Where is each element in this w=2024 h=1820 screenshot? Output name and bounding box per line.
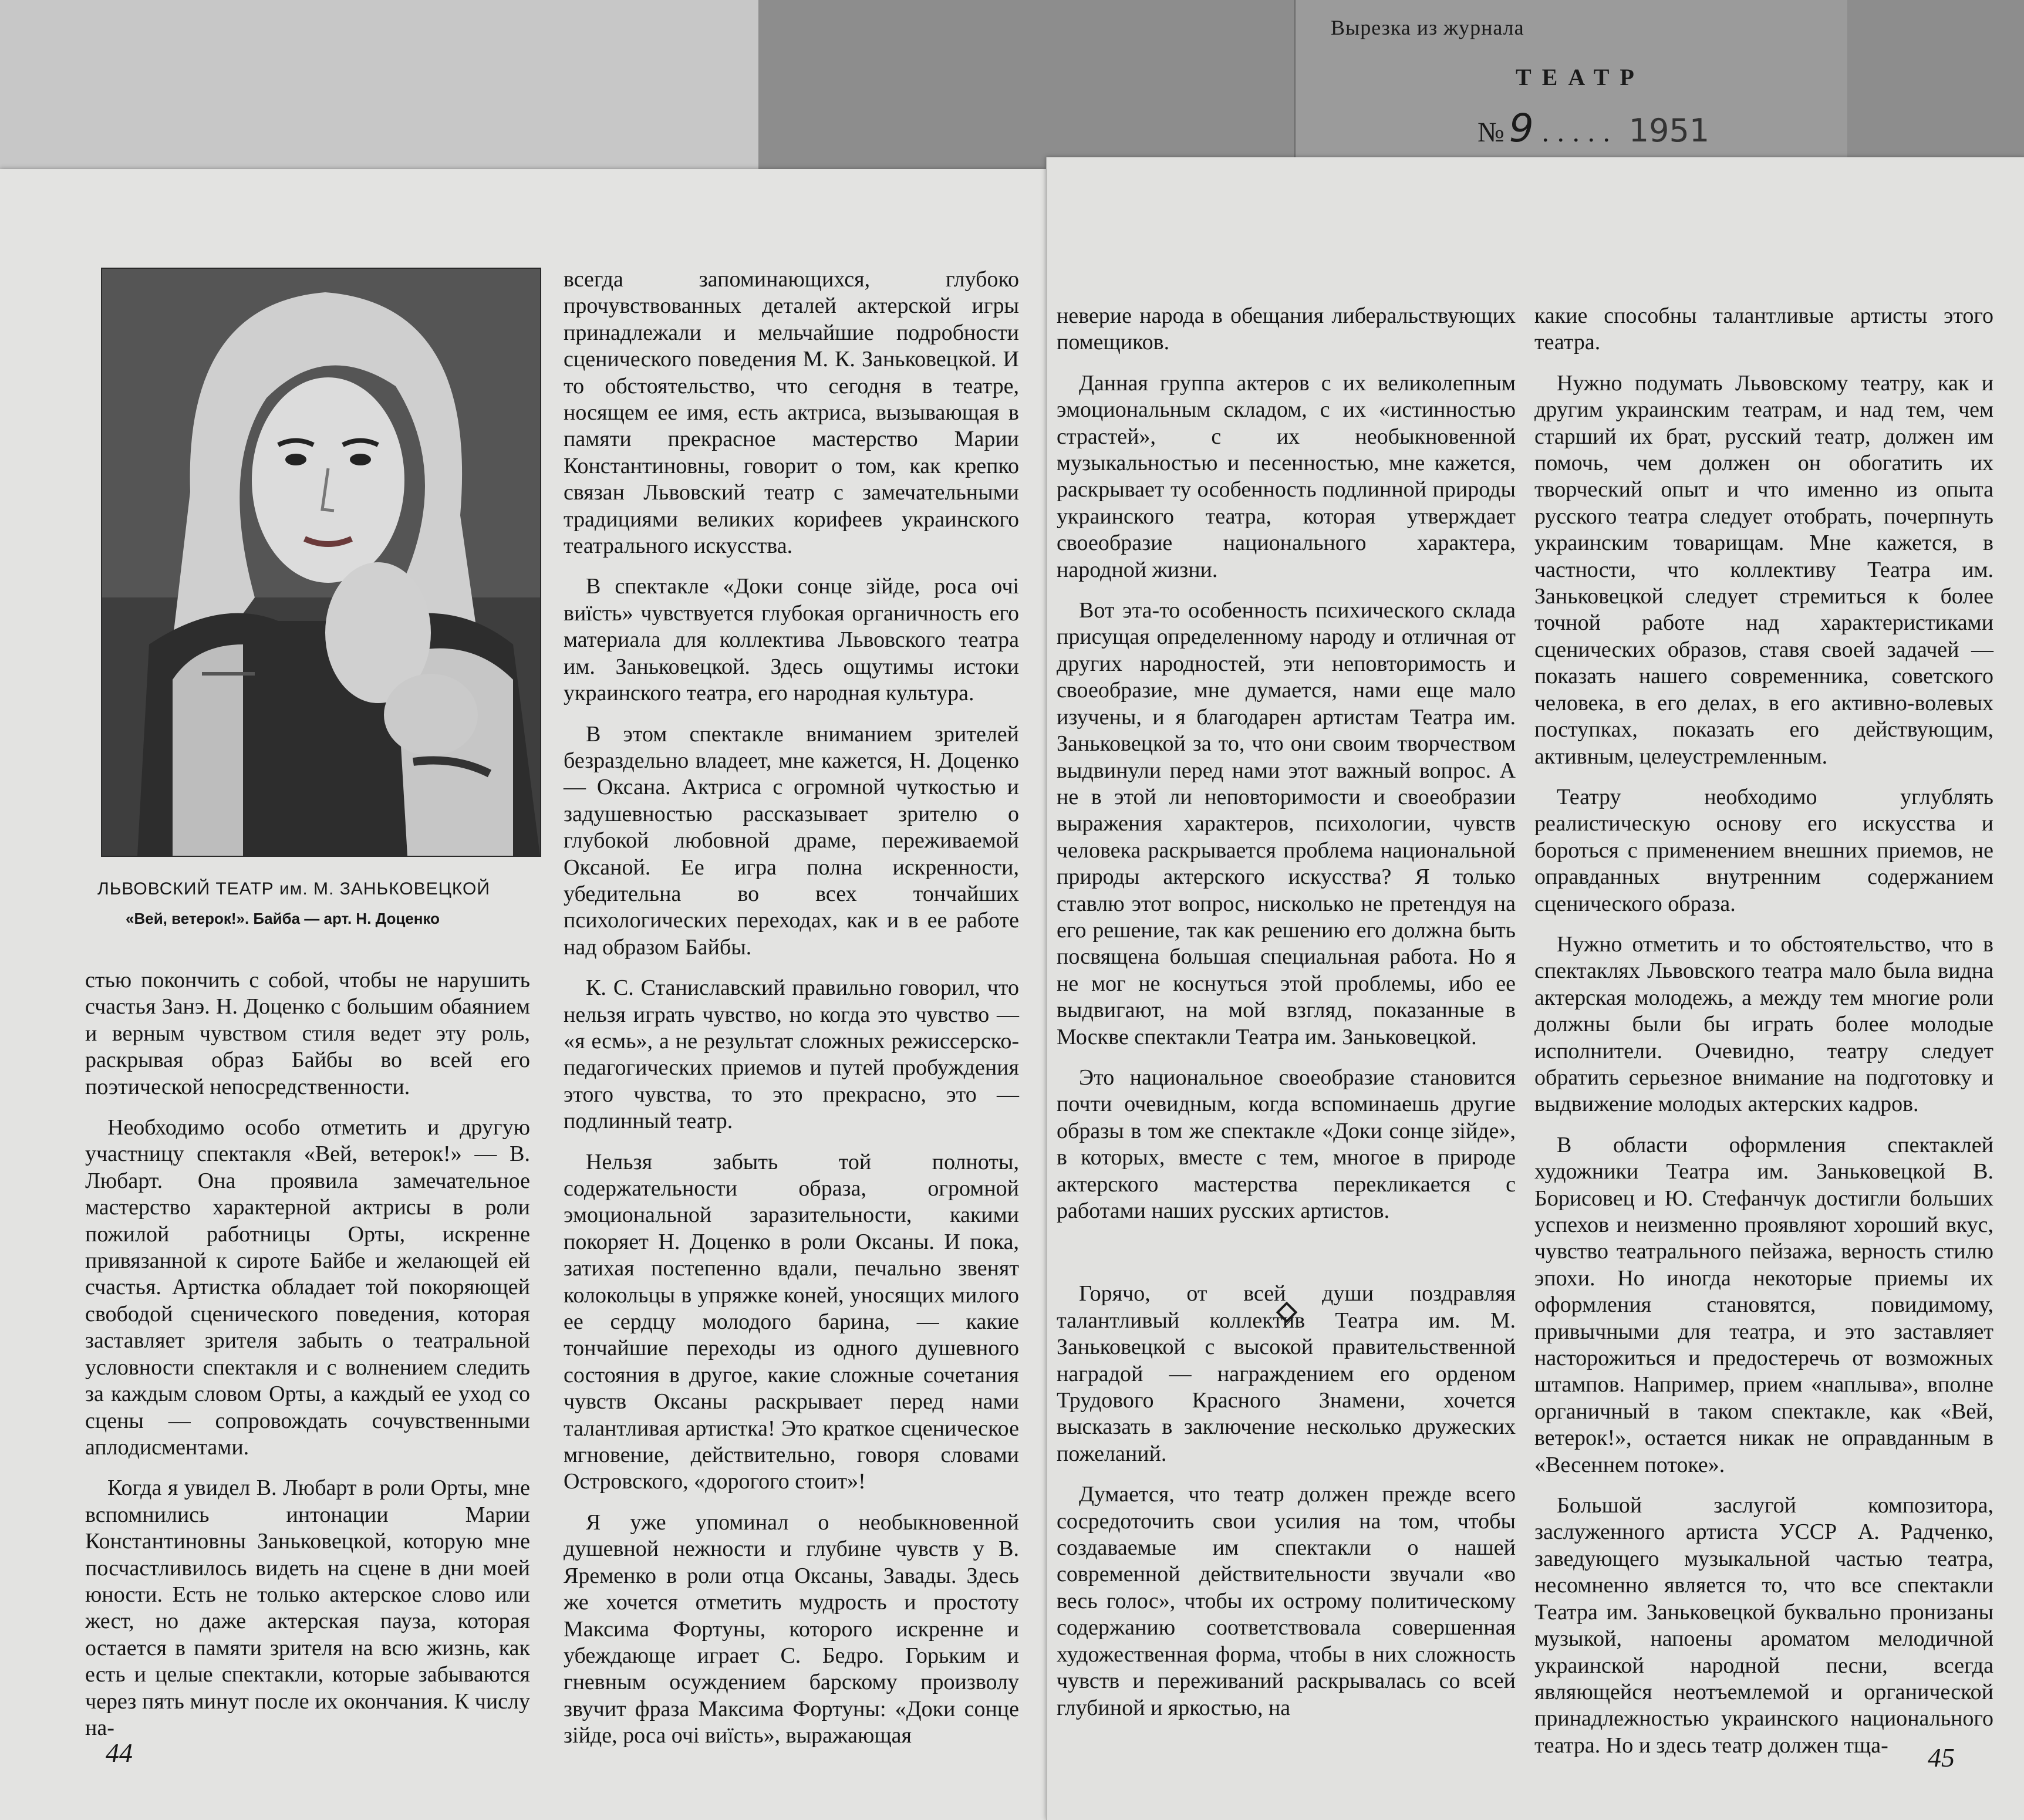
paragraph: Большой заслугой композитора, заслуженного артиста УССР А. Радченко, заведующего музыкальной частью театра, несомненно является то, что все спектакли Театра им. Заньковецкой буквально пронизаны музыкой, напоены ароматом мелодичной украинской народной песни, всегда являющейся неотъемлемой и органической принадлежностью украинского национального театра. Но и здесь театр должен тща- xyxy=(1534,1493,1993,1758)
paragraph: В этом спектакле вниманием зрителей безраздельно владеет, мне кажется, Н. Доценко — Оксана. Актриса с огромной чуткостью и задушевностью рассказывает зрителю о глубокой любовной драме, переживаемой Оксаной. Ее игра полна искренности, убедительна во всех тончайших психологических переходах, как и в ее работе над образом Байбы. xyxy=(564,721,1019,960)
background-top-left xyxy=(0,0,758,170)
paragraph: Нужно отметить и то обстоятельство, что в спектаклях Львовского театра мало была видна актерская молодежь, а между тем многие роли должны были бы играть более молодые исполнители. Очевидно, театру следует обратить серьезное внимание на подготовку и выдвижение молодых актерских кадров. xyxy=(1534,931,1993,1117)
actress-photo xyxy=(101,268,541,857)
paragraph: стью покончить с собой, чтобы не нарушить счастья Занэ. Н. Доценко с большим обаянием и верным чувством стиля ведет эту роль, раскрывая образ Байбы во всей его поэтической непосредственности. xyxy=(85,968,530,1099)
issue-year: 1951 xyxy=(1628,112,1710,149)
photo-caption-subtitle: «Вей, ветерок!». Байба — арт. Н. Доценко xyxy=(126,910,440,927)
paragraph: неверие народа в обещания либеральствующих помещиков. xyxy=(1057,303,1516,355)
left-column-1 xyxy=(85,967,530,1755)
paragraph: К. С. Станиславский правильно говорил, что нельзя играть чувство, но когда это чувство — «я есмь», а не результат сложных режиссерско-педагогических приемов и путей пробуждения этого чувства, то это прекрасно, это — подлинный театр. xyxy=(564,975,1019,1134)
left-page xyxy=(0,169,1046,1820)
paragraph: В области оформления спектаклей художники Театра им. Заньковецкой В. Борисовец и Ю. Стефанчук достигли больших успехов и неизменно проявляют хороший вкус, чувство театрального пейзажа, верность стилю эпохи. Но иногда некоторые приемы их оформления становятся, повидимому, привычными для театра, и это заставляет насторожиться и предостеречь от возможных штампов. Например, прием «наплыва», вполне органичный в таком спектакле, как «Вей, ветерок!», остается никак не оправданным в «Весеннем потоке». xyxy=(1534,1132,1993,1477)
clipping-source: Вырезка из журнала xyxy=(1331,16,1524,39)
paragraph: Я уже упоминал о необыкновенной душевной нежности и глубине чувств у В. Яременко в роли отца Оксаны, Завады. Здесь же хочется отметить мудрость и простоту Максима Фортуны, которого искренне и убеждающе играет С. Бедро. Горьким и гневным осуждением барскому произволу звучит фраза Максима Фортуны: «Доки сонце зійде, роса очі виїсть», выражающая xyxy=(564,1510,1019,1748)
paragraph: всегда запоминающихся, глубоко прочувствованных деталей актерской игры принадлежали и мельчайшие подробности сценического поведения М. К. Заньковецкой. И то обстоятельство, что сегодня в театре, носящем ее имя, есть актриса, вызывающая в памяти прекрасное мастерство Марии Константиновны, говорит о том, как крепко связан Львовский театр с замечательными традициями великих корифеев украинского театрального искусства. xyxy=(564,267,1019,559)
paragraph: Театру необходимо углублять реалистическую основу его искусства и бороться с применением внешних приемов, не оправданных внутренним содержанием сценического образа. xyxy=(1534,784,1993,916)
issue-dots: ..... xyxy=(1541,117,1618,148)
clipping-issue xyxy=(1477,106,1709,151)
paragraph: какие способны талантливые артисты этого театра. xyxy=(1534,303,1993,355)
page-number-left: 44 xyxy=(106,1738,133,1768)
photo-caption-title: ЛЬВОВСКИЙ ТЕАТР им. М. ЗАНЬКОВЕЦКОЙ xyxy=(97,879,490,899)
paragraph: В спектакле «Доки сонце зійде, роса очі виїсть» чувствуется глубокая органичность его материала для коллектива Львовского театра им. Заньковецкой. Здесь ощутимы истоки украинского театра, его народная культура. xyxy=(564,574,1019,706)
paragraph: Необходимо особо отметить и другую участницу спектакля «Вей, ветерок!» — В. Любарт. Она проявила замечательное мастерство характерной актрисы в роли пожилой работницы Орты, искренне привязанной к сироте Байбе и желающей ей счастья. Артистка обладает той покоряющей свободой сценического поведения, которая заставляет зрителя забыть о театральной условности спектакля и с волнением следить за каждым словом Орты, а каждый ее уход со сцены — сопровождать сочувственными аплодисментами. xyxy=(85,1115,530,1460)
paragraph: Когда я увидел В. Любарт в роли Орты, мне вспомнились интонации Марии Константиновны Заньковецкой, которую мне посчастливилось видеть на сцене в дни моей юности. Есть не только актерское слово или жест, но даже актерская пауза, которая остается в памяти зрителя на всю жизнь, как есть и целые спектакли, которые забываются через пять минут после их окончания. К числу на- xyxy=(85,1475,530,1740)
page-number-right: 45 xyxy=(1928,1743,1955,1772)
paragraph: Думается, что театр должен прежде всего сосредоточить свои усилия на том, чтобы создаваемые им спектакли о нашей современной действительности звучали «во весь голос», чтобы их острому политическому содержанию соответствовала совершенная художественная форма, чтобы в них сложность чувств и переживаний раскрывалась со всей глубиной и яркостью, на xyxy=(1057,1482,1516,1720)
paragraph: Нужно подумать Львовскому театру, как и другим украинским театрам, и над тем, чем старший их брат, русский театр, должен им помочь, чем должен он обогатить их творческий опыт и что именно из опыта русского театра следует отобрать, почерпнуть украинским товарищам. Мне кажется, в частности, что коллективу Театра им. Заньковецкой следует стремиться к более точной работе над характеристиками сценических образов, ставя своей задачей —показать нашего современника, советского человека, в его делах, в его активно-волевых поступках, показать его действующим, активным, целеустремленным. xyxy=(1534,370,1993,769)
paragraph: Вот эта-то особенность психического склада присущая определенному народу и отличная от других народностей, эти неповторимость и своеобразие, мне думается, нами еще мало изучены, и я благодарен артистам Театра им. Заньковецкой за то, что они своим творчеством выдвинули перед нами этот важный вопрос. А не в этой ли неповторимости и своеобразии выражения характеров, психологии, чувств человека раскрывается проблема национальной природы актерского искусства? Я только ставлю этот вопрос, нисколько не претендуя на его решение, так как решению его должна быть посвящена большая специальная работа. Но я не мог не коснуться этой проблемы, ибо ее выдвигают, на мой взгляд, показанные в Москве спектакли Театра им. Заньковецкой. xyxy=(1057,598,1516,1049)
paragraph: Нельзя забыть той полноты, содержательности образа, огромной эмоциональной заразительности, какими покоряет Н. Доценко в роли Оксаны. И пока, затихая постепенно вдали, печально звенят колокольцы в упряжке коней, уносящих милого ее сердцу молодого барина, — какие тончайшие переходы из одного душевного состояния в другое, какие сложные сочетания чувств Оксаны раскрывает перед нами талантливая артистка! Это краткое сценическое мгновение, действительно, говоря словами Островского, «дорогого стоит»! xyxy=(564,1149,1019,1494)
clipping-label xyxy=(1294,0,1847,176)
right-page xyxy=(1046,157,2024,1820)
paragraph: Данная группа актеров с их великолепным эмоциональным складом, с их «истинностью страстей», с их необыкновенной музыкальностью и песенностью, мне кажется, раскрывает ту особенность подлинной природы украинского театра, которая утверждает своеобразие национального характера, народной жизни. xyxy=(1057,370,1516,582)
issue-prefix: № xyxy=(1477,117,1504,148)
paragraph: Это национальное своеобразие становится почти очевидным, когда вспоминаешь другие образы в том же спектакле «Доки сонце зійде», в которых, вместе с тем, многое в природе актерского мастерства перекликается с работами наших русских артистов. xyxy=(1057,1065,1516,1223)
right-column-1 xyxy=(1057,303,1516,1735)
clipping-magazine: ТЕАТР xyxy=(1516,64,1645,90)
left-column-2 xyxy=(564,266,1019,1764)
paragraph: Горячо, от всей души поздравляя талантливый коллектив Театра им. М. Заньковецкой с высокой правительственной наградой — награждением его орденом Трудового Красного Знамени, хочется высказать в заключение несколько дружеских пожеланий. xyxy=(1057,1281,1516,1466)
issue-number: 9 xyxy=(1509,106,1534,151)
right-column-2 xyxy=(1534,303,1993,1773)
